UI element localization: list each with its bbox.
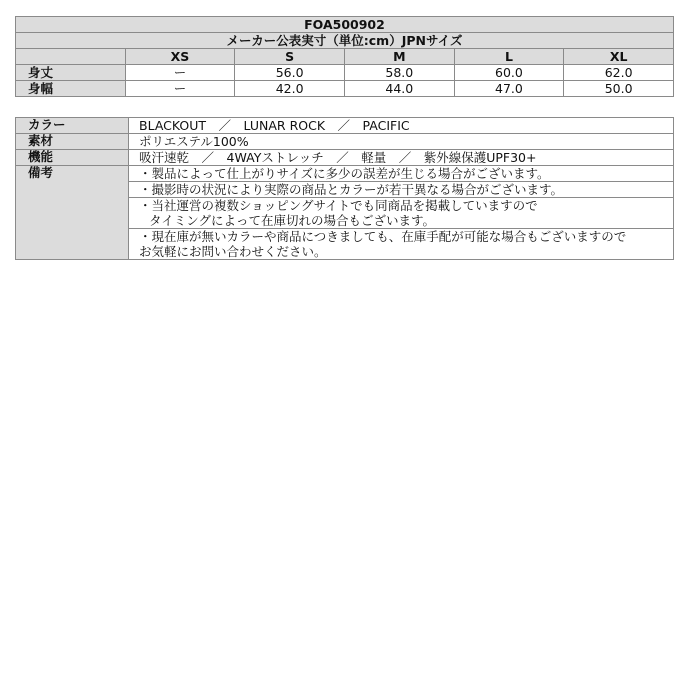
size-header-s: S <box>235 49 345 65</box>
material-value: ポリエステル100% <box>129 134 674 150</box>
function-row <box>16 150 674 166</box>
size-table <box>15 16 674 97</box>
notes-row-1 <box>16 166 674 182</box>
product-code-row <box>16 17 674 33</box>
function-label: 機能 <box>16 150 129 166</box>
function-value: 吸汗速乾 ／ 4WAYストレッチ ／ 軽量 ／ 紫外線保護UPF30+ <box>129 150 674 166</box>
notes-label: 備考 <box>16 166 129 260</box>
size-header-xs: XS <box>125 49 235 65</box>
row-label-length: 身丈 <box>16 65 126 81</box>
length-xs: ー <box>125 65 235 81</box>
size-row-length <box>16 65 674 81</box>
note-4-continuation: お気軽にお問い合わせください。 <box>139 244 327 259</box>
subtitle-row <box>16 33 674 49</box>
note-4 <box>129 229 674 260</box>
width-xl: 50.0 <box>564 81 674 97</box>
note-1-text: ・製品によって仕上がりサイズに多少の誤差が生じる場合がございます。 <box>139 166 550 181</box>
length-s: 56.0 <box>235 65 345 81</box>
size-table-subtitle: メーカー公表実寸（単位:cm）JPNサイズ <box>16 33 674 49</box>
size-header-row <box>16 49 674 65</box>
product-code: FOA500902 <box>16 17 674 33</box>
color-row <box>16 118 674 134</box>
size-header-xl: XL <box>564 49 674 65</box>
material-label: 素材 <box>16 134 129 150</box>
note-3 <box>129 198 674 229</box>
length-l: 60.0 <box>454 65 564 81</box>
color-value: BLACKOUT ／ LUNAR ROCK ／ PACIFIC <box>129 118 674 134</box>
note-2 <box>129 182 674 198</box>
note-2-text: ・撮影時の状況により実際の商品とカラーが若干異なる場合がございます。 <box>139 182 564 197</box>
length-m: 58.0 <box>344 65 454 81</box>
row-label-width: 身幅 <box>16 81 126 97</box>
note-3-text: ・当社運営の複数ショッピングサイトでも同商品を掲載していますので <box>139 198 538 213</box>
width-l: 47.0 <box>454 81 564 97</box>
info-table <box>15 117 674 260</box>
width-m: 44.0 <box>344 81 454 97</box>
size-header-empty <box>16 49 126 65</box>
length-xl: 62.0 <box>564 65 674 81</box>
note-3-continuation: タイミングによって在庫切れの場合もございます。 <box>149 213 436 228</box>
width-xs: ー <box>125 81 235 97</box>
color-label: カラー <box>16 118 129 134</box>
width-s: 42.0 <box>235 81 345 97</box>
note-4-text: ・現在庫が無いカラーや商品につきましても、在庫手配が可能な場合もございますので <box>139 229 627 244</box>
size-header-l: L <box>454 49 564 65</box>
material-row <box>16 134 674 150</box>
size-row-width <box>16 81 674 97</box>
size-header-m: M <box>344 49 454 65</box>
note-1 <box>129 166 674 182</box>
